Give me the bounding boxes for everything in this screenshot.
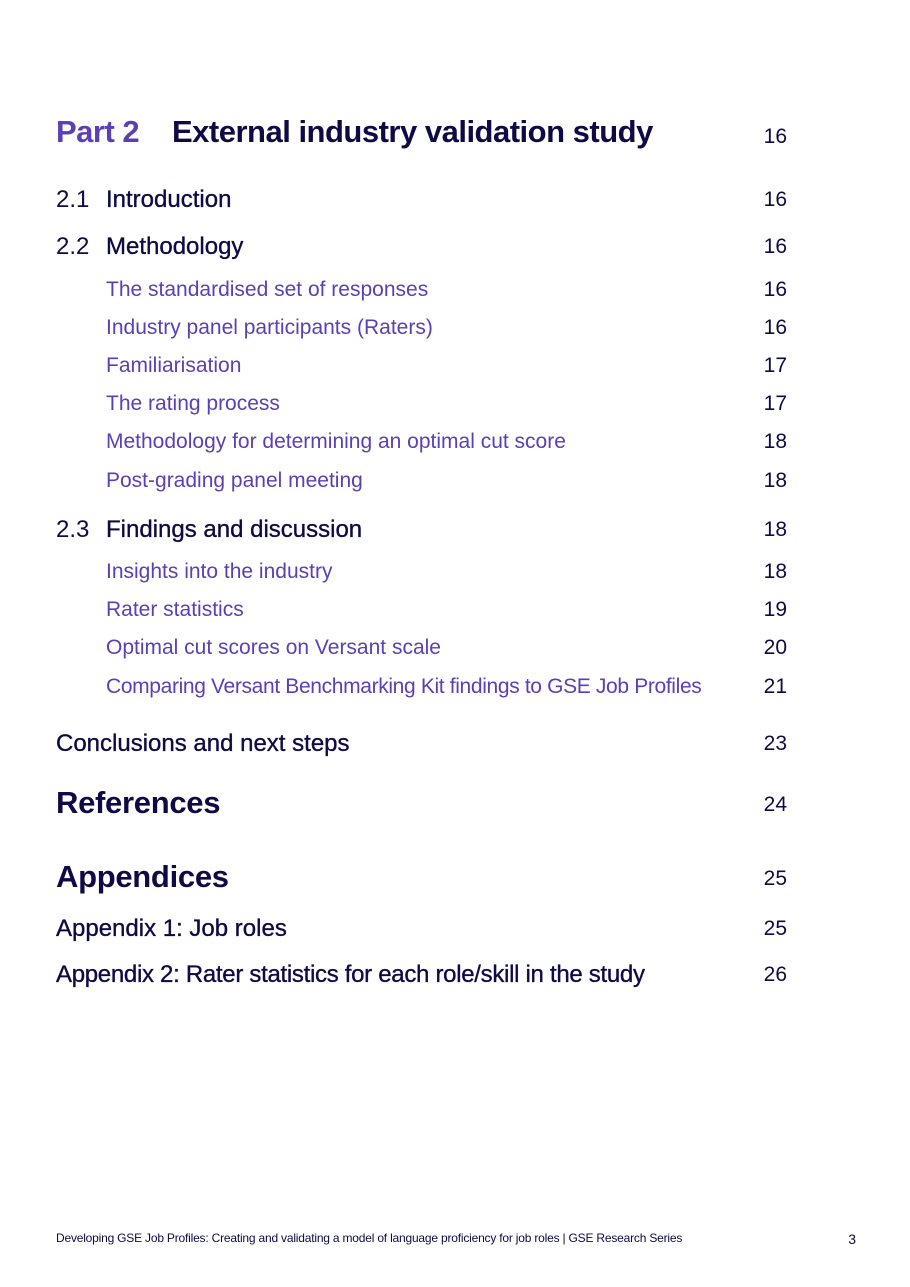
- section-title: Introduction: [106, 186, 232, 213]
- subitem-page-number: 16: [763, 278, 787, 301]
- subitem-title: Industry panel participants (Raters): [106, 316, 433, 339]
- section-page-number: 16: [763, 235, 787, 258]
- subitem-title: Optimal cut scores on Versant scale: [106, 636, 441, 659]
- toc-references[interactable]: [56, 785, 787, 827]
- subitem-title: Post-grading panel meeting: [106, 469, 363, 492]
- subitem-title: Methodology for determining an optimal cut score: [106, 430, 566, 453]
- toc-section-findings[interactable]: [56, 516, 787, 548]
- subitem-title: Familiarisation: [106, 354, 242, 377]
- subitem-title: Comparing Versant Benchmarking Kit findings to GSE Job Profiles: [106, 675, 702, 698]
- toc-appendices[interactable]: [56, 859, 787, 901]
- subitem-title: Rater statistics: [106, 598, 244, 621]
- section-title: Findings and discussion: [106, 516, 363, 543]
- section-page-number: 16: [763, 188, 787, 211]
- section-page-number: 18: [763, 518, 787, 541]
- section-number: 2.1: [56, 186, 90, 213]
- toc-part-heading[interactable]: [56, 114, 787, 158]
- subitem-page-number: 16: [763, 316, 787, 339]
- subitem-page-number: 20: [763, 636, 787, 659]
- part-page-number: 16: [763, 125, 787, 148]
- toc-appendix-item[interactable]: [56, 915, 787, 947]
- section-number: 2.2: [56, 233, 90, 260]
- toc-section-methodology[interactable]: [56, 233, 787, 265]
- toc-subitem[interactable]: [56, 598, 787, 626]
- toc-subitem[interactable]: [56, 430, 787, 458]
- subitem-title: The standardised set of responses: [106, 278, 429, 301]
- toc-section-introduction[interactable]: [56, 186, 787, 218]
- appendix-title: Appendix 1: Job roles: [56, 915, 287, 942]
- appendix-title: Appendix 2: Rater statistics for each role/skill in the study: [56, 961, 645, 988]
- appendix-page-number: 26: [763, 963, 787, 986]
- toc-appendix-item[interactable]: [56, 961, 787, 993]
- references-title: References: [56, 785, 221, 820]
- appendix-page-number: 25: [763, 917, 787, 940]
- subitem-page-number: 21: [763, 675, 787, 698]
- toc-subitem[interactable]: [56, 354, 787, 382]
- conclusions-page-number: 23: [763, 732, 787, 755]
- toc-conclusions[interactable]: [56, 730, 787, 762]
- subitem-title: The rating process: [106, 392, 280, 415]
- part-title: External industry validation study: [172, 114, 653, 149]
- toc-subitem[interactable]: [56, 636, 787, 664]
- subitem-page-number: 17: [763, 392, 787, 415]
- toc-subitem[interactable]: [56, 278, 787, 306]
- toc-subitem[interactable]: [56, 469, 787, 497]
- toc-subitem[interactable]: [56, 392, 787, 420]
- subitem-page-number: 19: [763, 598, 787, 621]
- subitem-title: Insights into the industry: [106, 560, 333, 583]
- references-page-number: 24: [763, 793, 787, 816]
- footer-page-number: 3: [848, 1231, 856, 1247]
- section-title: Methodology: [106, 233, 244, 260]
- subitem-page-number: 18: [763, 469, 787, 492]
- subitem-page-number: 17: [763, 354, 787, 377]
- subitem-page-number: 18: [763, 430, 787, 453]
- toc-subitem[interactable]: [56, 675, 787, 703]
- section-number: 2.3: [56, 516, 90, 543]
- toc-subitem[interactable]: [56, 316, 787, 344]
- appendices-page-number: 25: [763, 867, 787, 890]
- subitem-page-number: 18: [763, 560, 787, 583]
- appendices-title: Appendices: [56, 859, 229, 894]
- toc-subitem[interactable]: [56, 560, 787, 588]
- part-label: Part 2: [56, 114, 140, 149]
- conclusions-title: Conclusions and next steps: [56, 730, 350, 757]
- footer-text: Developing GSE Job Profiles: Creating and validating a model of language proficiency for job roles | GSE Research Series: [56, 1231, 683, 1245]
